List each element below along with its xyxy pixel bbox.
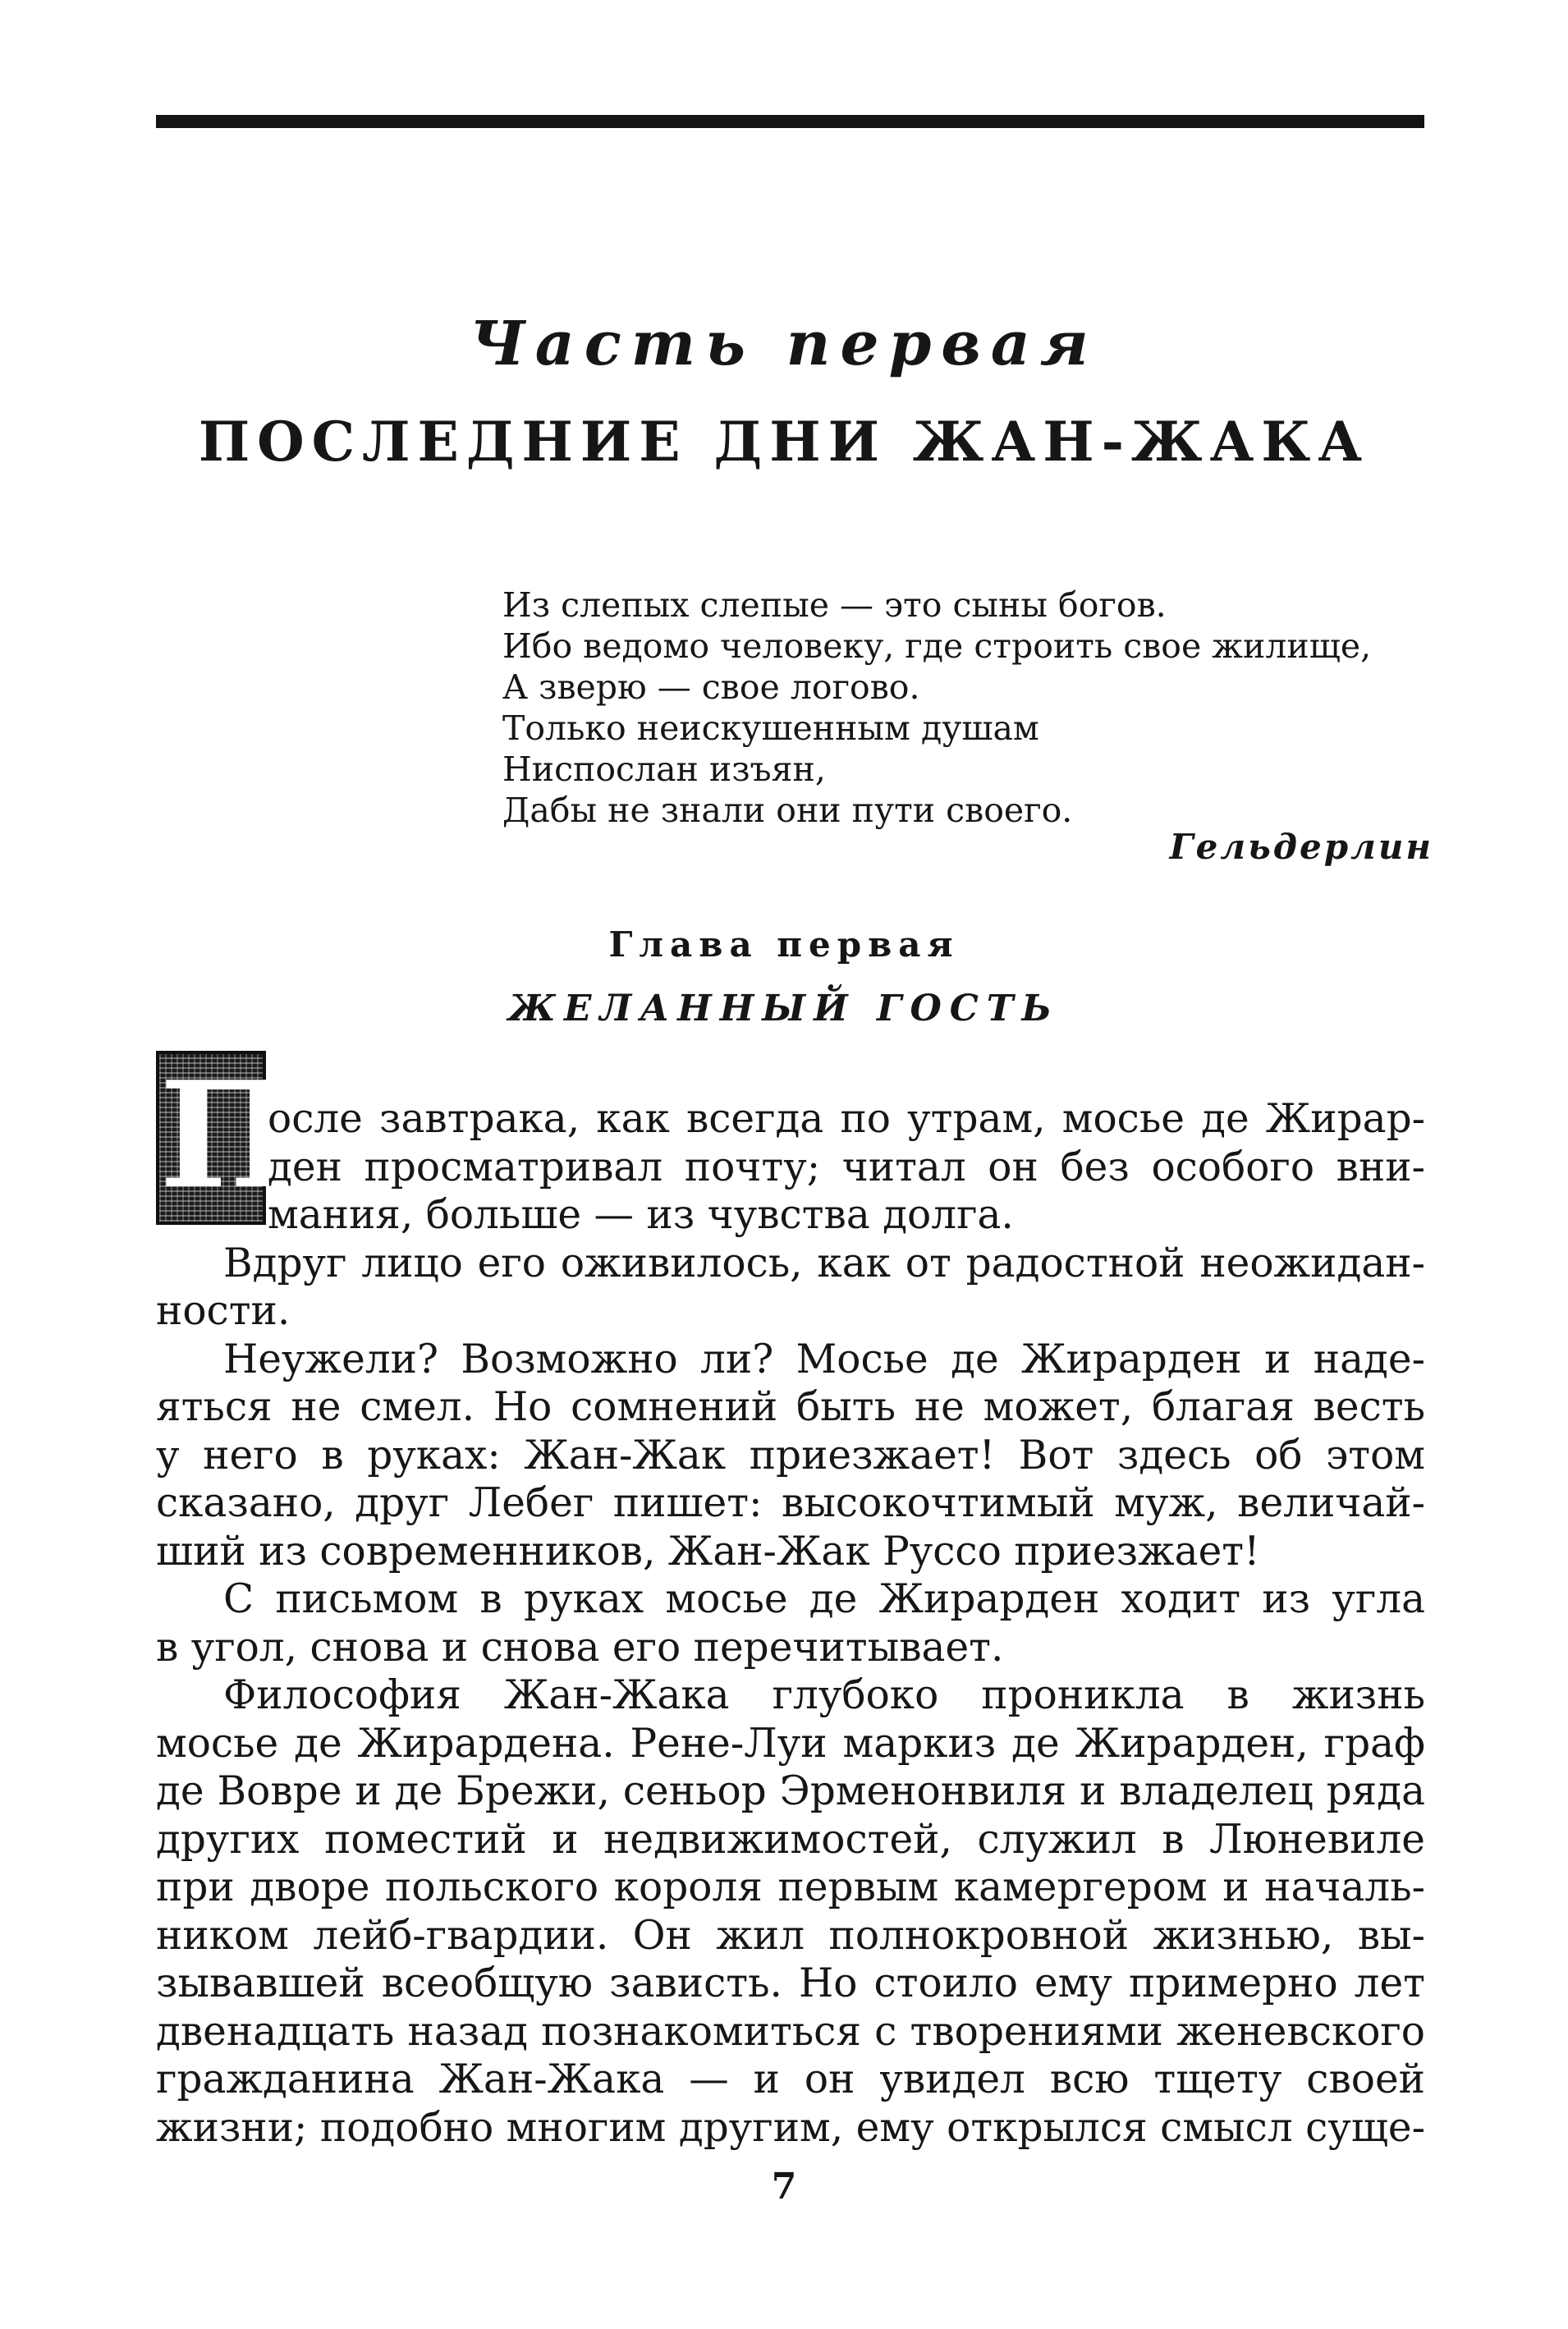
text-line: у него в руках: Жан-Жак приезжает! Вот здесь об этом [156,1432,1425,1479]
chapter-title: ЖЕЛАННЫЙ ГОСТЬ [508,988,1060,1029]
text-line: других поместий и недвижимостей, служил в Люневиле [156,1816,1425,1863]
text-line: ником лейб-гвардии. Он жил полнокровной жизнью, вы- [156,1912,1425,1959]
text-line: в угол, снова и снова его перечитывает. [156,1624,1004,1671]
epigraph-line: Дабы не знали они пути своего. [502,791,1073,830]
text-line: Неужели? Возможно ли? Мосье де Жирарден и наде- [223,1336,1425,1382]
text-line: Вдруг лицо его оживилось, как от радостной неожидан- [223,1240,1425,1286]
top-rule [156,115,1424,128]
text-line: осле завтрака, как всегда по утрам, мосье де Жирар- [268,1096,1425,1142]
text-line: де Вовре и де Брежи, сеньор Эрменонвиля и владелец ряда [156,1768,1425,1814]
text-line: яться не смел. Но сомнений быть не может, благая весть [156,1384,1425,1430]
drop-cap-letter: П [159,1049,298,1221]
epigraph [502,585,1447,831]
text-line: ден просматривал почту; читал он без особого вни- [268,1144,1425,1190]
text-line: С письмом в руках мосье де Жирарден ходит из угла [223,1576,1425,1622]
epigraph-line: Ибо ведомо человеку, где строить свое жилище, [502,626,1372,666]
text-line: при дворе польского короля первым камергером и началь- [156,1864,1425,1910]
text-line: Философия Жан-Жака глубоко проникла в жизнь [223,1672,1425,1718]
epigraph-author: Гельдерлин [1169,827,1433,867]
epigraph-line: Только неискушенным душам [502,708,1039,748]
epigraph-line: Ниспослан изъян, [502,750,826,789]
text-line: ности. [156,1288,291,1334]
text-line: зывавшей всеобщую зависть. Но стоило ему примерно лет [156,1960,1425,2006]
text-line: ший из современников, Жан-Жак Руссо приезжает! [156,1528,1260,1575]
epigraph-line: Из слепых слепые — это сыны богов. [502,585,1167,625]
text-line: мосье де Жирардена. Рене-Луи маркиз де Жирарден, граф [156,1720,1425,1767]
chapter-number: Глава первая [608,924,960,965]
book-title: ПОСЛЕДНИЕ ДНИ ЖАН-ЖАКА [198,410,1370,474]
text-line: сказано, друг Лебег пишет: высокочтимый муж, величай- [156,1480,1425,1526]
text-line: двенадцать назад познакомиться с творениями женевского [156,2008,1425,2055]
part-title: Часть первая [470,309,1098,379]
text-line: мания, больше — из чувства долга. [268,1192,1014,1238]
body-text [156,1095,1425,2152]
text-line: гражданина Жан-Жака — и он увидел всю тщету своей [156,2056,1425,2102]
page-number: 7 [771,2166,797,2208]
text-line: жизни; подобно многим другим, ему открылся смысл суще- [156,2104,1425,2151]
epigraph-line: А зверю — свое логово. [502,667,920,707]
